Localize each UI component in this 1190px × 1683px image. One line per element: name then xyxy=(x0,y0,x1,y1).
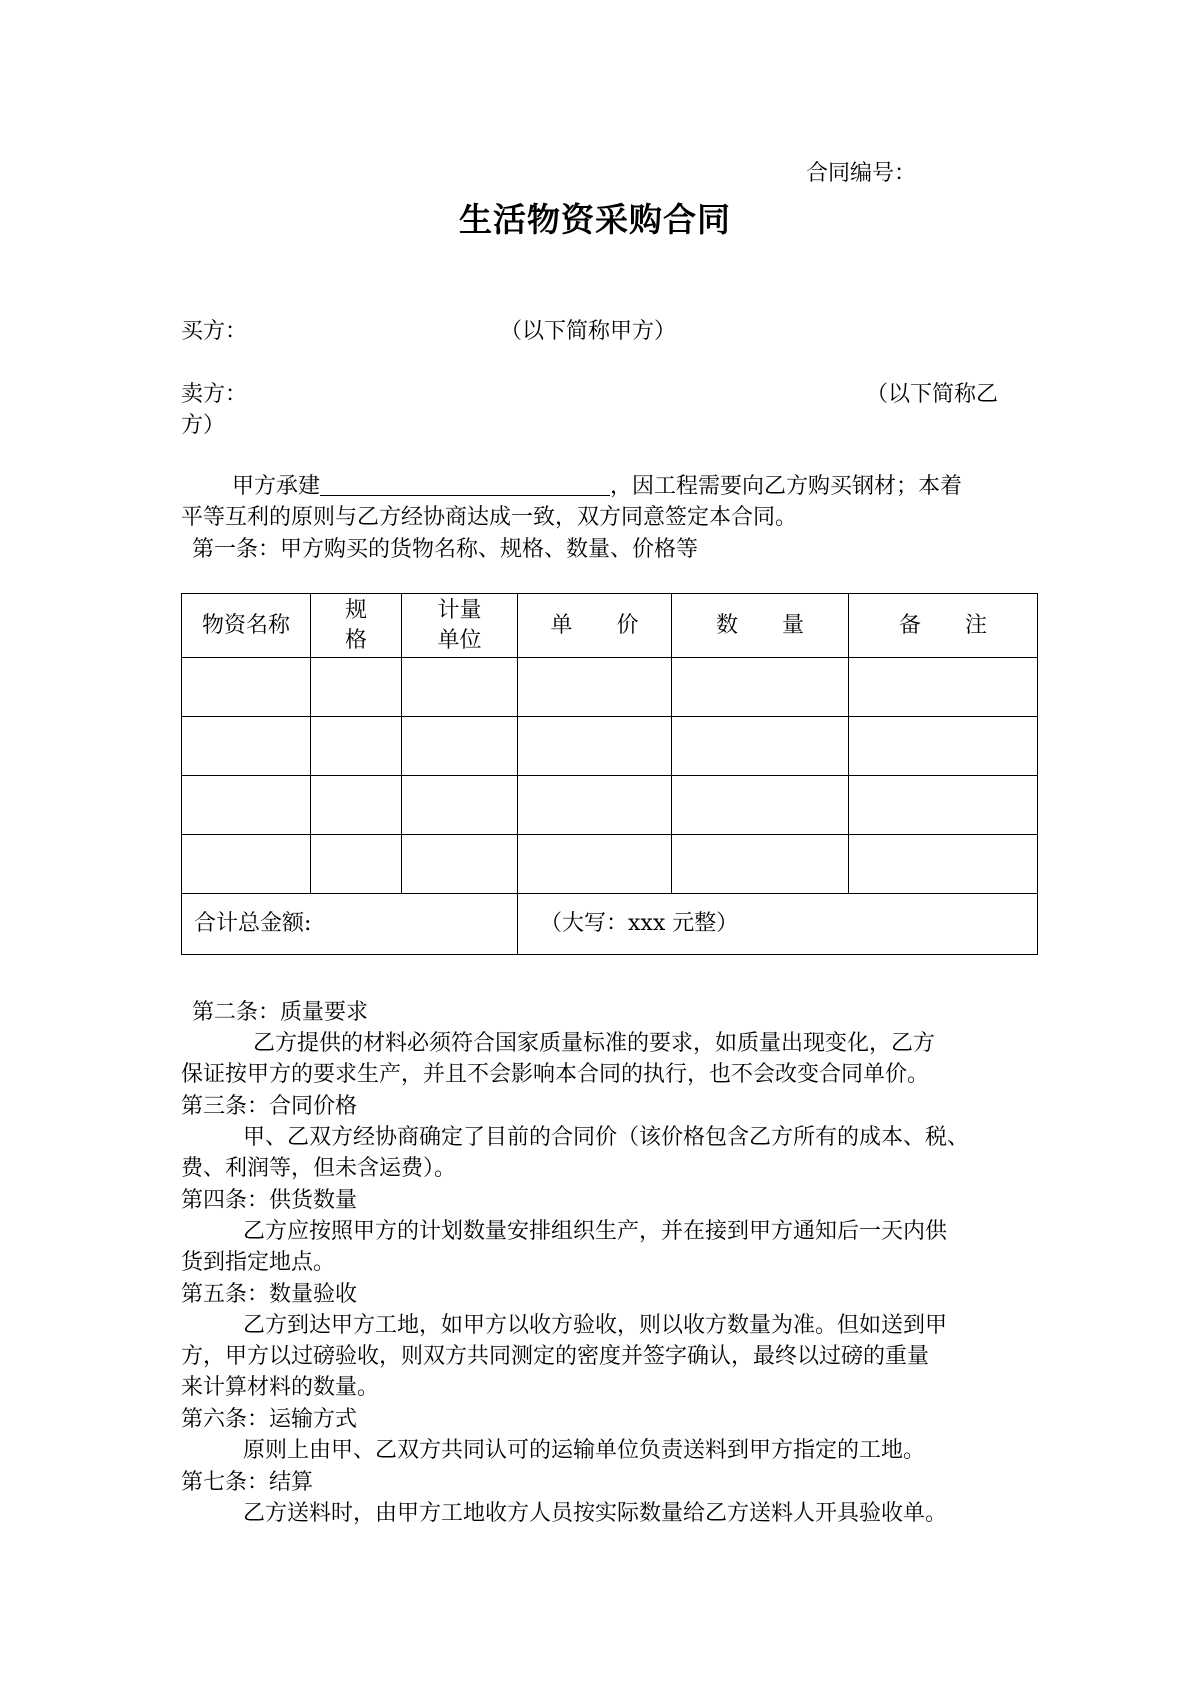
goods-table xyxy=(181,593,1038,955)
header-remarks: 备 注 xyxy=(849,594,1038,658)
header-unit-price: 单 价 xyxy=(518,594,672,658)
table-cell xyxy=(402,776,518,835)
header-quantity: 数 量 xyxy=(672,594,849,658)
article-3-line-2: 费、利润等，但未含运费）。 xyxy=(181,1156,457,1181)
table-header-row xyxy=(182,594,1038,658)
contract-number-label: 合同编号： xyxy=(806,161,917,186)
table-cell xyxy=(311,835,402,894)
article-3-line-1: 甲、乙双方经协商确定了目前的合同价（该价格包含乙方所有的成本、税、 xyxy=(243,1125,970,1150)
table-cell xyxy=(849,658,1038,717)
table-cell xyxy=(311,776,402,835)
table-cell xyxy=(672,658,849,717)
article-5-line-3: 来计算材料的数量。 xyxy=(181,1375,380,1400)
seller-label: 卖方： xyxy=(181,382,248,407)
table-cell xyxy=(402,717,518,776)
table-cell xyxy=(182,717,311,776)
buyer-label: 买方： xyxy=(181,319,248,344)
article-6-heading: 第六条：运输方式 xyxy=(181,1407,358,1432)
article-2-line-2: 保证按甲方的要求生产，并且不会影响本合同的执行，也不会改变合同单价。 xyxy=(181,1062,930,1087)
article-2-heading: 第二条：质量要求 xyxy=(192,1000,369,1025)
table-cell xyxy=(849,835,1038,894)
table-cell xyxy=(311,717,402,776)
article-3-heading: 第三条：合同价格 xyxy=(181,1094,358,1119)
table-cell xyxy=(849,776,1038,835)
article-7-heading: 第七条：结算 xyxy=(181,1470,314,1495)
intro-suffix: ，因工程需要向乙方购买钢材；本着 xyxy=(610,474,963,499)
total-amount-in-words: （大写：xxx 元整） xyxy=(518,894,1038,955)
table-cell xyxy=(518,776,672,835)
table-cell xyxy=(182,835,311,894)
table-total-row xyxy=(182,894,1038,955)
article-4-line-2: 货到指定地点。 xyxy=(181,1250,336,1275)
header-unit: 计量 单位 xyxy=(402,594,518,658)
table-cell xyxy=(672,717,849,776)
article-5-heading: 第五条：数量验收 xyxy=(181,1282,358,1307)
seller-abbreviation: （以下简称乙 xyxy=(866,382,999,407)
table-cell xyxy=(182,658,311,717)
buyer-abbreviation: （以下简称甲方） xyxy=(500,319,677,344)
table-cell xyxy=(402,658,518,717)
table-row xyxy=(182,776,1038,835)
table-cell xyxy=(849,717,1038,776)
article-2-line-1: 乙方提供的材料必须符合国家质量标准的要求，如质量出现变化，乙方 xyxy=(253,1031,936,1056)
article-4-line-1: 乙方应按照甲方的计划数量安排组织生产，并在接到甲方通知后一天内供 xyxy=(243,1219,948,1244)
table-cell xyxy=(672,835,849,894)
table-row xyxy=(182,835,1038,894)
table-cell xyxy=(402,835,518,894)
article-5-line-1: 乙方到达甲方工地，如甲方以收方验收，则以收方数量为准。但如送到甲 xyxy=(243,1313,948,1338)
header-material-name: 物资名称 xyxy=(182,594,311,658)
article-4-heading: 第四条：供货数量 xyxy=(181,1188,358,1213)
article-7-line-1: 乙方送料时，由甲方工地收方人员按实际数量给乙方送料人开具验收单。 xyxy=(243,1501,948,1526)
table-cell xyxy=(182,776,311,835)
table-cell xyxy=(518,658,672,717)
table-row xyxy=(182,658,1038,717)
table-cell xyxy=(518,717,672,776)
article-1-heading: 第一条：甲方购买的货物名称、规格、数量、价格等 xyxy=(192,537,699,562)
seller-abbreviation-continued: 方） xyxy=(181,413,226,438)
article-6-line-1: 原则上由甲、乙双方共同认可的运输单位负责送料到甲方指定的工地。 xyxy=(243,1438,926,1463)
article-5-line-2: 方，甲方以过磅验收，则双方共同测定的密度并签字确认，最终以过磅的重量 xyxy=(181,1344,930,1369)
table-cell xyxy=(672,776,849,835)
intro-line-2: 平等互利的原则与乙方经协商达成一致，双方同意签定本合同。 xyxy=(181,505,798,530)
intro-line-1 xyxy=(232,471,962,502)
page-title: 生活物资采购合同 xyxy=(459,200,731,239)
header-specification: 规 格 xyxy=(311,594,402,658)
project-name-blank xyxy=(320,471,610,496)
table-cell xyxy=(518,835,672,894)
intro-prefix: 甲方承建 xyxy=(232,474,321,499)
table-row xyxy=(182,717,1038,776)
total-amount-label: 合计总金额: xyxy=(182,894,518,955)
table-cell xyxy=(311,658,402,717)
